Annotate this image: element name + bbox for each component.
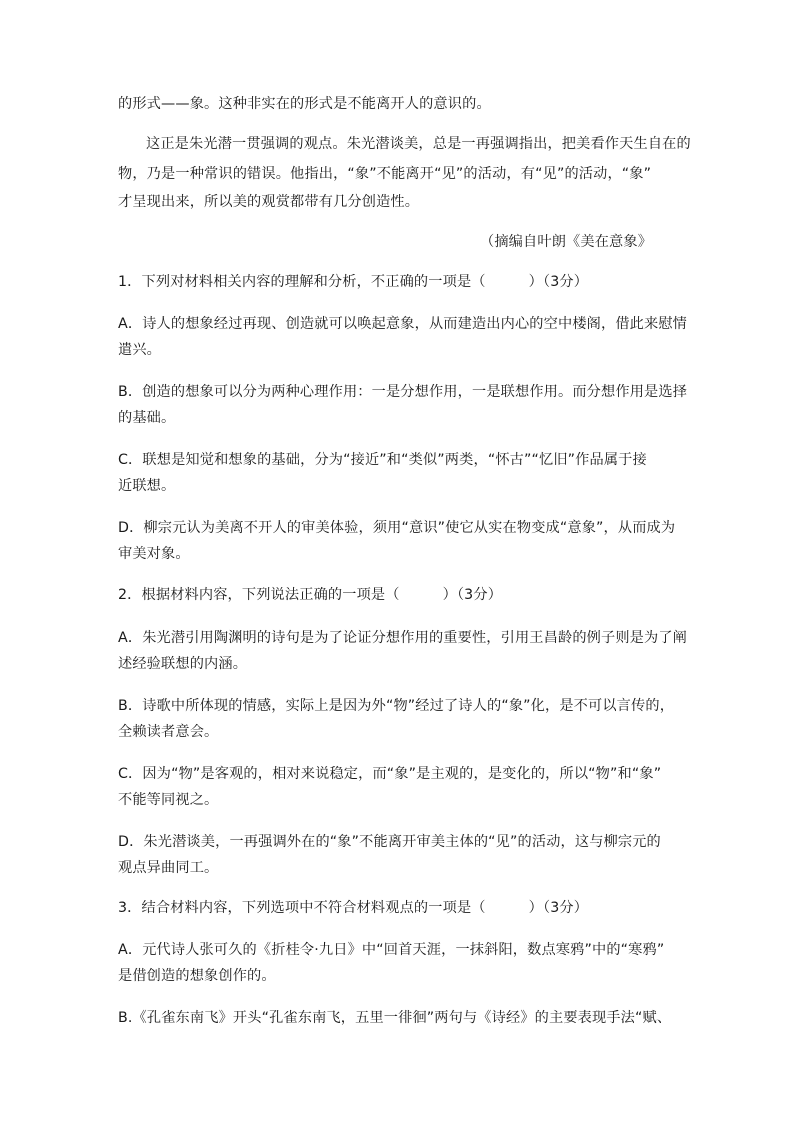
option-line: 遣兴。 xyxy=(118,342,162,358)
passage-line: 的形式——象。这种非实在的形式是不能离开人的意识的。 xyxy=(118,96,491,112)
option-line: 的基础。 xyxy=(118,410,176,426)
option-line: C．联想是知觉和想象的基础，分为“接近”和“类似”两类，“怀古”“忆旧”作品属于接 xyxy=(118,452,647,468)
option-line: C．因为“物”是客观的，相对来说稳定，而“象”是主观的，是变化的，所以“物”和“象” xyxy=(118,766,662,782)
option-line: 不能等同视之。 xyxy=(118,792,219,808)
source-citation: （摘编自叶朗《美在意象》 xyxy=(480,234,653,250)
option-line: A．诗人的想象经过再现、创造就可以唤起意象，从而建造出内心的空中楼阁，借此来慰情 xyxy=(118,316,688,332)
option-line: 是借创造的想象创作的。 xyxy=(118,968,276,984)
question-stem: 1．下列对材料相关内容的理解和分析，不正确的一项是（ ）（3分） xyxy=(118,274,589,290)
option-line: A．元代诗人张可久的《折桂令·九日》中“回首天涯，一抹斜阳，数点寒鸦”中的“寒鸦” xyxy=(118,942,665,958)
option-line: 近联想。 xyxy=(118,478,176,494)
option-line: D．朱光潜谈美，一再强调外在的“象”不能离开审美主体的“见”的活动，这与柳宗元的 xyxy=(118,834,661,850)
question-stem: 2．根据材料内容，下列说法正确的一项是（ ）（3分） xyxy=(118,587,503,603)
option-line: 述经验联想的内涵。 xyxy=(118,656,248,672)
option-line: 全赖读者意会。 xyxy=(118,724,219,740)
passage-line: 才呈现出来，所以美的观赏都带有几分创造性。 xyxy=(118,194,420,210)
passage-line: 物，乃是一种常识的错误。他指出，“象”不能离开“见”的活动，有“见”的活动，“象” xyxy=(118,166,652,182)
option-line: 观点异曲同工。 xyxy=(118,860,219,876)
option-line: A．朱光潜引用陶渊明的诗句是为了论证分想作用的重要性，引用王昌龄的例子则是为了阐 xyxy=(118,630,688,646)
question-stem: 3．结合材料内容，下列选项中不符合材料观点的一项是（ ）（3分） xyxy=(118,900,589,916)
option-line: B.《孔雀东南飞》开头“孔雀东南飞，五里一徘徊”两句与《诗经》的主要表现手法“赋、 xyxy=(118,1010,672,1026)
option-line: D．柳宗元认为美离不开人的审美体验，须用“意识”使它从实在物变成“意象”，从而成为 xyxy=(118,520,676,536)
option-line: B．创造的想象可以分为两种心理作用：一是分想作用，一是联想作用。而分想作用是选择 xyxy=(118,384,688,400)
option-line: B．诗歌中所体现的情感，实际上是因为外“物”经过了诗人的“象”化，是不可以言传的， xyxy=(118,698,675,714)
passage-line: 这正是朱光潜一贯强调的观点。朱光潜谈美，总是一再强调指出，把美看作天生自在的 xyxy=(146,136,691,152)
option-line: 审美对象。 xyxy=(118,546,190,562)
